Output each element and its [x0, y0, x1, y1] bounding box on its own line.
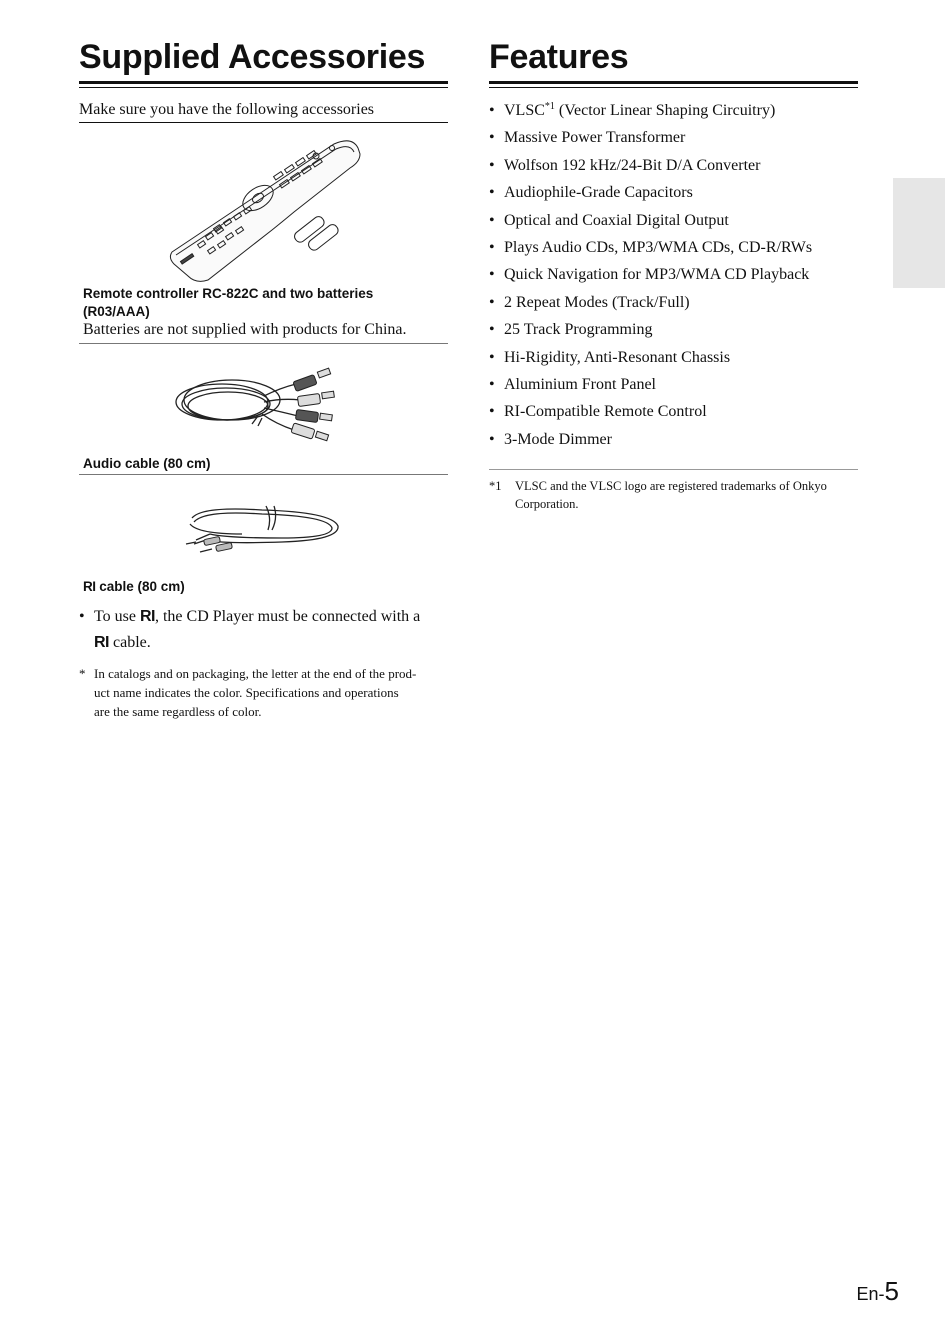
page-number: En-5 [856, 1276, 899, 1306]
ri-cable-illustration [182, 500, 348, 562]
remote-controller-illustration [166, 134, 366, 284]
accessories-title: Supplied Accessories [79, 38, 426, 76]
features-title: Features [489, 38, 629, 76]
color-note: * In catalogs and on packaging, the letter at the end of the prod- uct name indicates the color. Specifications and operations are the same regardless of color. [79, 666, 417, 719]
section-side-tab [893, 178, 945, 288]
accessories-intro: Make sure you have the following accessories [79, 101, 375, 118]
features-footnote-rule [489, 469, 858, 470]
audio-cable-rule [79, 474, 448, 475]
feature-item: • VLSC$^{*1}$ (Vector Linear Shaping Circuitry) [489, 101, 776, 119]
feature-item: • Optical and Coaxial Digital Output [489, 211, 729, 229]
feature-item: • Wolfson 192 kHz/24-Bit D/A Converter [489, 156, 761, 174]
accessories-title-rule [79, 81, 448, 84]
remote-caption: Remote controller RC-822C and two batteries (R03/AAA) [83, 286, 374, 319]
feature-item: • Aluminium Front Panel [489, 375, 656, 393]
feature-item: • RI-Compatible Remote Control [489, 403, 707, 421]
feature-item: • Hi-Rigidity, Anti-Resonant Chassis [489, 348, 731, 366]
ri-symbol-icon: RI [139, 608, 155, 625]
audio-cable-illustration [172, 358, 362, 450]
ri-symbol-icon: RI [94, 634, 109, 651]
ri-cable-caption: RI cable (80 cm) [83, 579, 185, 594]
features-title-rule [489, 81, 858, 84]
remote-rule [79, 343, 448, 344]
batteries-note: Batteries are not supplied with products for China. [83, 321, 407, 338]
ri-symbol-icon: RI [83, 579, 96, 594]
feature-item: • 25 Track Programming [489, 321, 653, 339]
feature-item: • Plays Audio CDs, MP3/WMA CDs, CD-R/RWs [489, 238, 813, 256]
ri-note: • To use RI, the CD Player must be connected with a RI cable. [79, 608, 421, 651]
features-footnote: *1 VLSC and the VLSC logo are registered trademarks of Onkyo Corporation. [489, 479, 827, 511]
feature-item: • Quick Navigation for MP3/WMA CD Playback [489, 266, 810, 284]
feature-item: • Massive Power Transformer [489, 129, 686, 147]
feature-item: • Audiophile-Grade Capacitors [489, 184, 693, 202]
audio-cable-caption: Audio cable (80 cm) [83, 456, 211, 471]
features-list [489, 99, 812, 455]
feature-item: • 2 Repeat Modes (Track/Full) [489, 293, 690, 311]
feature-item: • 3-Mode Dimmer [489, 430, 612, 448]
intro-rule [79, 122, 448, 123]
